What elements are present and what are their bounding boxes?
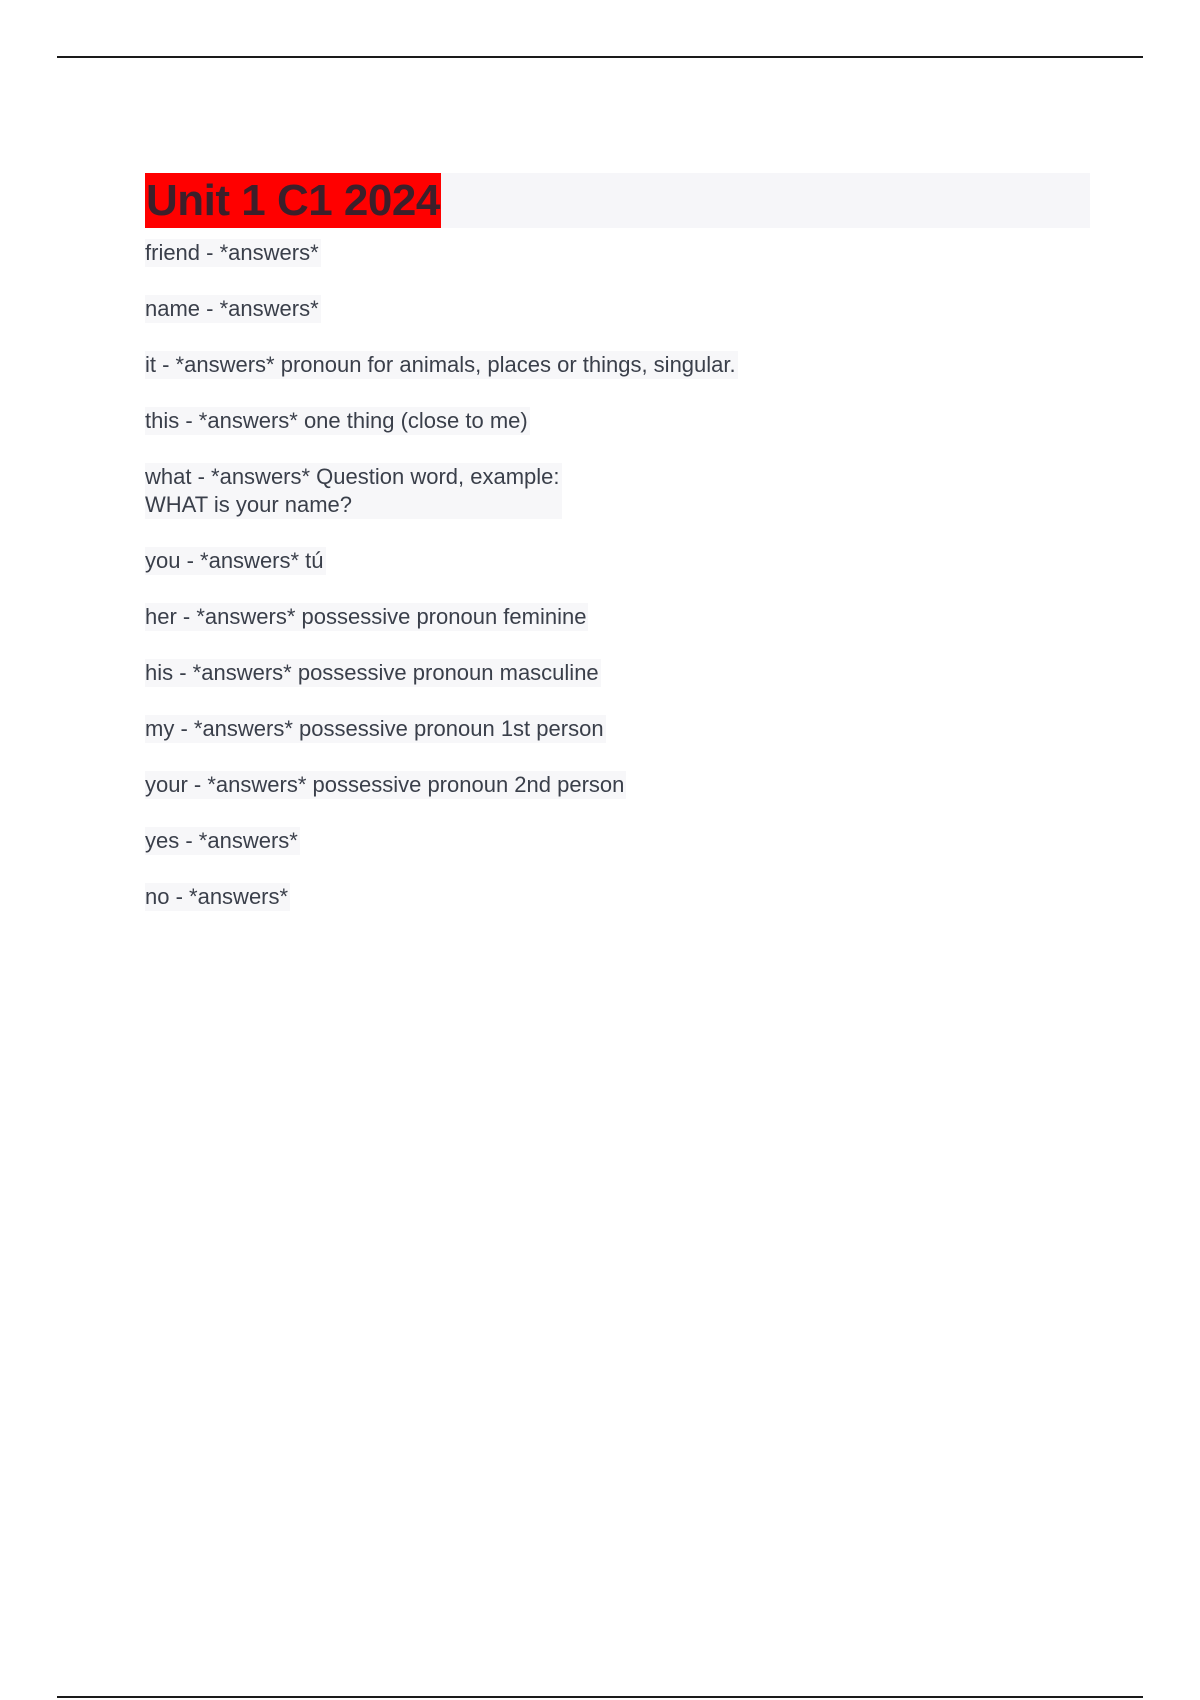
list-item-text: this - *answers* one thing (close to me) xyxy=(145,408,528,433)
list-item xyxy=(145,883,1090,911)
list-item-text: no - *answers* xyxy=(145,884,289,909)
list-item-text: you - *answers* tú xyxy=(145,548,324,573)
list-item xyxy=(145,239,1090,267)
list-item xyxy=(145,827,1090,855)
list-item-text: it - *answers* pronoun for animals, places or things, singular. xyxy=(145,352,736,377)
list-item xyxy=(145,603,1090,631)
top-rule xyxy=(57,56,1143,58)
list-item xyxy=(145,295,1090,323)
list-item xyxy=(145,771,1090,799)
list-item xyxy=(145,351,1090,379)
list-item-text: name - *answers* xyxy=(145,296,319,321)
list-item-text: yes - *answers* xyxy=(145,828,298,853)
list-item xyxy=(145,715,1090,743)
title-band xyxy=(145,173,1090,228)
list-item xyxy=(145,407,1090,435)
document-title: Unit 1 C1 2024 xyxy=(145,173,441,228)
list-item-text: her - *answers* possessive pronoun feminine xyxy=(145,604,587,629)
document-body xyxy=(145,173,1090,939)
list-item xyxy=(145,463,1090,519)
list-item-text: my - *answers* possessive pronoun 1st person xyxy=(145,716,604,741)
list-item xyxy=(145,659,1090,687)
bottom-rule xyxy=(57,1696,1143,1698)
list-item-text: friend - *answers* xyxy=(145,240,319,265)
list-item-text: what - *answers* Question word, example: WHAT is your name? xyxy=(145,464,560,517)
qa-list xyxy=(145,239,1090,911)
list-item-text: your - *answers* possessive pronoun 2nd person xyxy=(145,772,625,797)
list-item-text: his - *answers* possessive pronoun masculine xyxy=(145,660,599,685)
list-item xyxy=(145,547,1090,575)
